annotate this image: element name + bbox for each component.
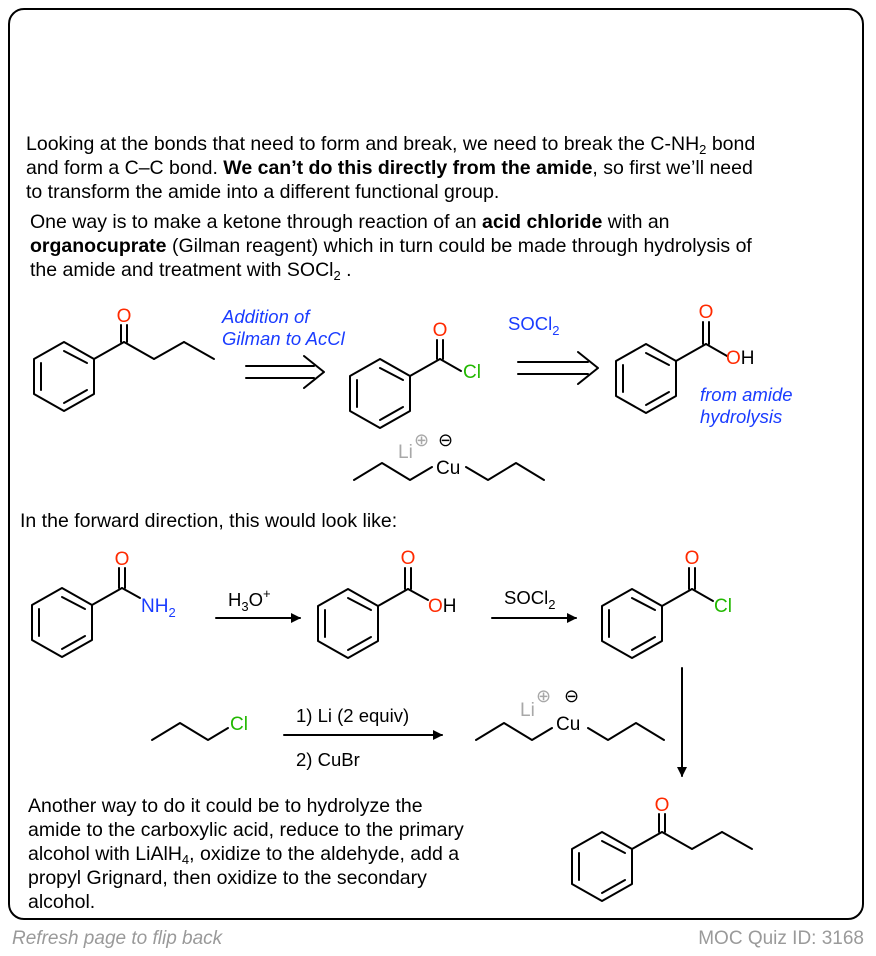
- p4-line4: propyl Grignard, then oxidize to the secondary: [28, 867, 427, 889]
- p4-line3-end: , oxidize to the aldehyde, add a: [189, 843, 460, 865]
- p4-line5: alcohol.: [28, 891, 96, 913]
- p1-sub: 2: [699, 142, 707, 157]
- step2-reagent: SOCl$_2$: [504, 587, 556, 612]
- p2-line2: (Gilman reagent) which in turn could be made through hydrolysis of: [166, 235, 752, 257]
- p1-line2: and form a C–C bond.: [26, 157, 224, 179]
- p2-sub: 2: [333, 268, 341, 283]
- atom-copper: Cu: [556, 714, 581, 735]
- p4-line1: Another way to do it could be to hydrolyze the: [28, 795, 423, 817]
- p1-bold: We can’t do this directly from the amide: [223, 157, 593, 179]
- p1-line3: to transform the amide into a different functional group.: [26, 181, 500, 203]
- p1-line2-end: , so first we’ll need: [592, 157, 753, 179]
- atom-hydroxyl: OH: [726, 348, 755, 369]
- charge-minus: ⊖: [438, 430, 454, 450]
- charge-plus: ⊕: [414, 430, 430, 450]
- p1-line1-end: bond: [706, 133, 756, 155]
- charge-plus: ⊕: [536, 686, 552, 706]
- p2-line3: the amide and treatment with SOCl: [30, 259, 334, 281]
- ketone-product: [572, 814, 752, 901]
- quiz-id: MOC Quiz ID: 3168: [698, 928, 864, 949]
- forward-heading: In the forward direction, this would look like:: [20, 510, 398, 532]
- acid-source-note: hydrolysis: [700, 406, 783, 427]
- step3-reagent: 1) Li (2 equiv): [296, 705, 410, 726]
- p2-line1-end: with an: [602, 211, 670, 233]
- atom-oxygen: O: [116, 306, 132, 327]
- atom-oxygen: O: [114, 549, 130, 570]
- p4-line2: amide to the carboxylic acid, reduce to the primary: [28, 819, 464, 841]
- atom-oxygen: O: [698, 302, 714, 323]
- ketone-retro: [34, 325, 214, 411]
- refresh-hint: Refresh page to flip back: [12, 928, 223, 949]
- benzoyl-chloride: [602, 568, 713, 658]
- atom-oxygen: O: [400, 548, 416, 569]
- retro-arrow-1: [246, 356, 324, 388]
- atom-chlorine: Cl: [714, 596, 732, 617]
- p2-bold-organocuprate: organocuprate: [30, 235, 167, 257]
- atom-amine: $NH_2$: [141, 596, 176, 620]
- charge-minus: ⊖: [564, 686, 580, 706]
- retro-arrow-1-label: Addition of: [222, 306, 310, 327]
- atom-copper: Cu: [436, 458, 461, 479]
- benzoic-acid: [318, 568, 428, 658]
- p4-sub: 4: [181, 852, 190, 867]
- retro-arrow-1-label: Gilman to AcCl: [222, 328, 345, 349]
- retro-arrow-2-label: SOCl$_2$: [508, 313, 560, 338]
- propyl-chloride: [152, 723, 228, 740]
- atom-hydroxyl: OH: [428, 596, 457, 617]
- atom-oxygen: O: [684, 548, 700, 569]
- retro-arrow-2: [518, 352, 598, 384]
- atom-chlorine: Cl: [463, 362, 481, 383]
- atom-oxygen: O: [654, 795, 670, 816]
- atom-lithium: Li: [398, 442, 413, 463]
- acid-source-note: from amide: [700, 384, 793, 405]
- atom-chlorine: Cl: [230, 714, 248, 735]
- acid-chloride-retro: [350, 340, 461, 428]
- p2-bold-acid-chloride: acid chloride: [482, 211, 603, 233]
- p4-line3: alcohol with LiAlH: [28, 843, 182, 865]
- step1-reagent: $H_3O^+$: [228, 586, 271, 614]
- atom-oxygen: O: [432, 320, 448, 341]
- p2-line1: One way is to make a ketone through reaction of an: [30, 211, 483, 233]
- atom-lithium: Li: [520, 700, 535, 721]
- p2-line3-end: .: [340, 259, 352, 281]
- step3-reagent: 2) CuBr: [296, 749, 360, 770]
- benzamide: [32, 568, 140, 657]
- p1-line1: Looking at the bonds that need to form and break, we need to break the C-NH: [26, 133, 700, 155]
